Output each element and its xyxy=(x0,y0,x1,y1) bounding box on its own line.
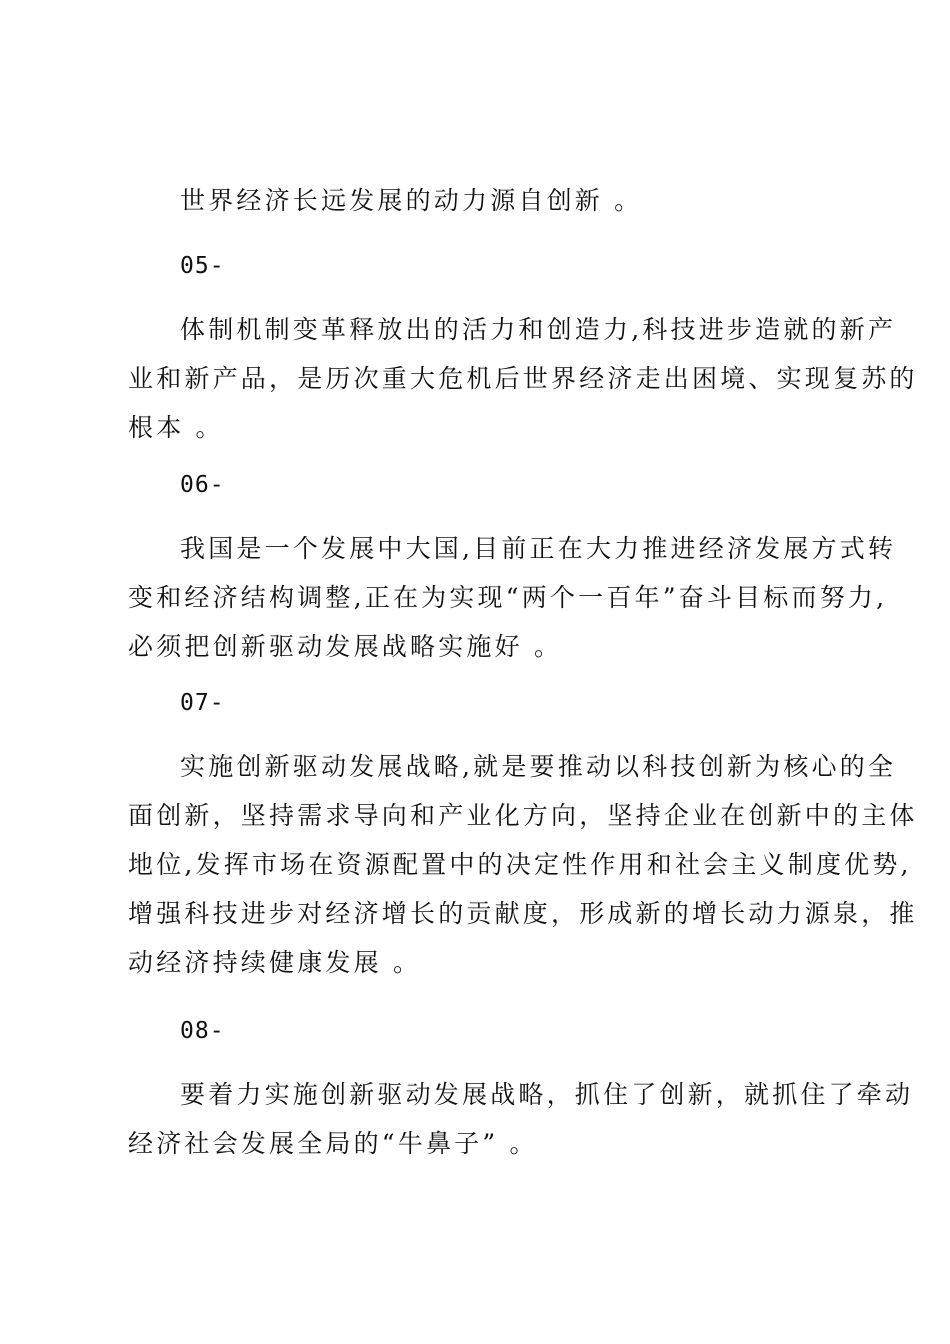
section-number-06: 06- xyxy=(180,472,225,498)
text-line: 世界经济长远发展的动力源自创新 。 xyxy=(180,186,643,215)
text-line: 变和经济结构调整,正在为实现“两个一百年”奋斗目标而努力, xyxy=(128,583,888,612)
section-number-08: 08- xyxy=(180,1018,225,1044)
text-line: 我国是一个发展中大国,目前正在大力推进经济发展方式转 xyxy=(180,534,897,563)
text-line: 实施创新驱动发展战略,就是要推动以科技创新为核心的全 xyxy=(180,752,897,781)
text-line: 根本 。 xyxy=(128,413,224,442)
text-line: 动经济持续健康发展 。 xyxy=(128,948,422,977)
paragraph-06 xyxy=(128,524,897,671)
text-line: 要着力实施创新驱动发展战略，抓住了创新，就抓住了牵动 xyxy=(180,1080,914,1109)
text-line: 必须把创新驱动发展战略实施好 。 xyxy=(128,632,563,661)
text-line: 业和新产品，是历次重大危机后世界经济走出困境、实现复苏的 xyxy=(128,364,918,393)
paragraph-08 xyxy=(128,1070,914,1168)
paragraph-07 xyxy=(128,742,918,987)
section-number-07: 07- xyxy=(180,690,225,716)
text-line: 面创新，坚持需求导向和产业化方向，坚持企业在创新中的主体 xyxy=(128,801,918,830)
text-line: 体制机制变革释放出的活力和创造力,科技进步造就的新产 xyxy=(180,315,897,344)
text-line: 经济社会发展全局的“牛鼻子” 。 xyxy=(128,1129,538,1158)
section-number-05: 05- xyxy=(180,253,225,279)
paragraph-05 xyxy=(128,305,918,452)
text-line: 地位,发挥市场在资源配置中的决定性作用和社会主义制度优势, xyxy=(128,850,912,879)
text-line: 增强科技进步对经济增长的贡献度，形成新的增长动力源泉，推 xyxy=(128,899,918,928)
paragraph-innovation-source xyxy=(128,176,838,225)
